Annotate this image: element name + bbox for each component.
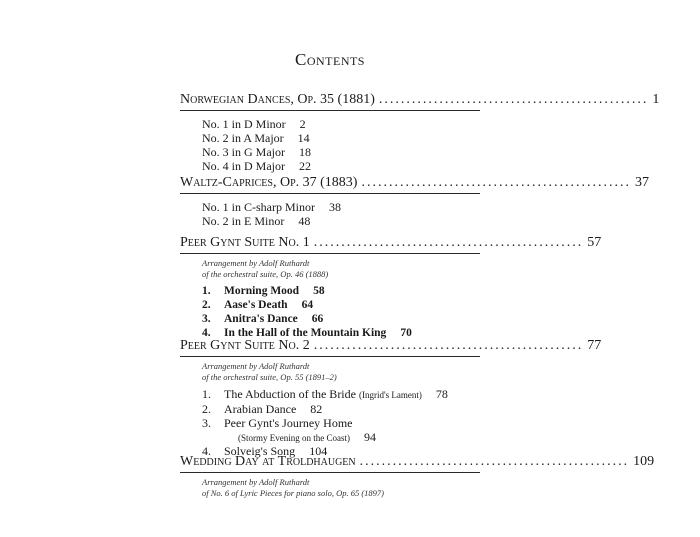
item-label: The Abduction of the Bride xyxy=(224,387,356,401)
section-title: Wedding Day at Troldhaugen xyxy=(180,454,356,469)
list-item xyxy=(202,430,480,444)
leader-dots: ................................................. xyxy=(313,235,584,250)
item-subtitle: (Stormy Evening on the Coast) xyxy=(238,433,350,443)
item-number: 2. xyxy=(202,402,211,416)
list-item xyxy=(202,200,480,214)
item-page: 18 xyxy=(299,145,311,159)
section-title: Waltz-Caprices, Op. 37 (1883) xyxy=(180,175,358,190)
list-item xyxy=(202,416,480,430)
note-line: of the orchestral suite, Op. 46 (1888) xyxy=(202,269,329,279)
section-items xyxy=(202,284,480,340)
item-label: No. 3 in G Major xyxy=(202,145,285,159)
section-items xyxy=(202,387,480,458)
note-line: Arrangement by Adolf Ruthardt xyxy=(202,258,310,268)
item-label: Aase's Death xyxy=(224,299,288,311)
list-item xyxy=(202,312,480,326)
list-item xyxy=(202,117,480,131)
section-peer-gynt-2 xyxy=(180,338,602,458)
section-waltz-caprices xyxy=(180,175,649,228)
section-heading xyxy=(180,235,602,254)
leader-dots: ................................................. xyxy=(361,175,631,190)
arrangement-note xyxy=(202,477,480,499)
section-page: 1 xyxy=(652,92,660,107)
section-title: Norwegian Dances, Op. 35 (1881) xyxy=(180,92,375,107)
item-label: Morning Mood xyxy=(224,285,300,297)
item-number: 4. xyxy=(202,327,211,339)
item-number: 3. xyxy=(202,313,211,325)
item-page: 22 xyxy=(299,159,311,173)
list-item xyxy=(202,214,480,228)
item-page: 94 xyxy=(364,430,376,444)
leader-dots: ................................................. xyxy=(359,454,630,469)
item-label: No. 1 in C-sharp Minor xyxy=(202,200,315,214)
arrangement-note xyxy=(202,258,480,280)
section-peer-gynt-1 xyxy=(180,235,602,340)
list-item xyxy=(202,298,480,312)
item-number: 1. xyxy=(202,285,211,297)
item-number: 1. xyxy=(202,387,211,401)
item-number: 2. xyxy=(202,299,211,311)
item-page: 64 xyxy=(301,299,314,311)
item-page: 78 xyxy=(435,387,448,401)
item-subtitle: (Ingrid's Lament) xyxy=(358,390,422,400)
section-page: 37 xyxy=(634,175,649,190)
item-label: Solveig's Song xyxy=(224,444,296,458)
item-label: Arabian Dance xyxy=(224,402,297,416)
item-label: No. 2 in A Major xyxy=(202,131,284,145)
item-page: 14 xyxy=(297,131,310,145)
section-title: Peer Gynt Suite No. 2 xyxy=(180,338,310,353)
item-page: 38 xyxy=(329,200,341,214)
section-items xyxy=(202,117,480,173)
list-item xyxy=(202,159,480,173)
section-norwegian-dances xyxy=(180,92,660,173)
list-item xyxy=(202,402,480,416)
item-label: No. 1 in D Minor xyxy=(202,117,286,131)
arrangement-note xyxy=(202,361,480,383)
item-label: Peer Gynt's Journey Home xyxy=(224,416,353,430)
section-heading xyxy=(180,92,660,111)
item-page: 70 xyxy=(400,327,412,339)
item-number: 3. xyxy=(202,416,211,430)
note-line: Arrangement by Adolf Ruthardt xyxy=(202,361,310,371)
item-page: 48 xyxy=(298,214,311,228)
section-items xyxy=(202,200,480,228)
item-page: 104 xyxy=(309,444,328,458)
section-page: 77 xyxy=(587,338,602,353)
list-item xyxy=(202,131,480,145)
section-title: Peer Gynt Suite No. 1 xyxy=(180,235,310,250)
leader-dots: ................................................. xyxy=(378,92,649,107)
list-item xyxy=(202,145,480,159)
item-number: 4. xyxy=(202,444,211,458)
item-label: No. 2 in E Minor xyxy=(202,214,285,228)
item-page: 58 xyxy=(313,285,325,297)
section-heading xyxy=(180,175,649,194)
page-title: Contents xyxy=(294,50,365,69)
leader-dots: ................................................. xyxy=(313,338,584,353)
section-page: 109 xyxy=(633,454,655,469)
list-item xyxy=(202,387,480,402)
note-line: of the orchestral suite, Op. 55 (1891–2) xyxy=(202,372,337,382)
section-page: 57 xyxy=(587,235,602,250)
section-wedding-day xyxy=(180,454,655,499)
section-heading xyxy=(180,338,602,357)
list-item xyxy=(202,284,480,298)
note-line: of No. 6 of Lyric Pieces for piano solo, Op. 65 (1897) xyxy=(202,488,385,498)
note-line: Arrangement by Adolf Ruthardt xyxy=(202,477,310,487)
item-page: 66 xyxy=(311,313,324,325)
item-label: In the Hall of the Mountain King xyxy=(224,327,387,339)
section-heading xyxy=(180,454,655,473)
item-label: Anitra's Dance xyxy=(224,313,298,325)
item-page: 2 xyxy=(299,117,306,131)
item-label: No. 4 in D Major xyxy=(202,159,285,173)
item-page: 82 xyxy=(310,402,323,416)
